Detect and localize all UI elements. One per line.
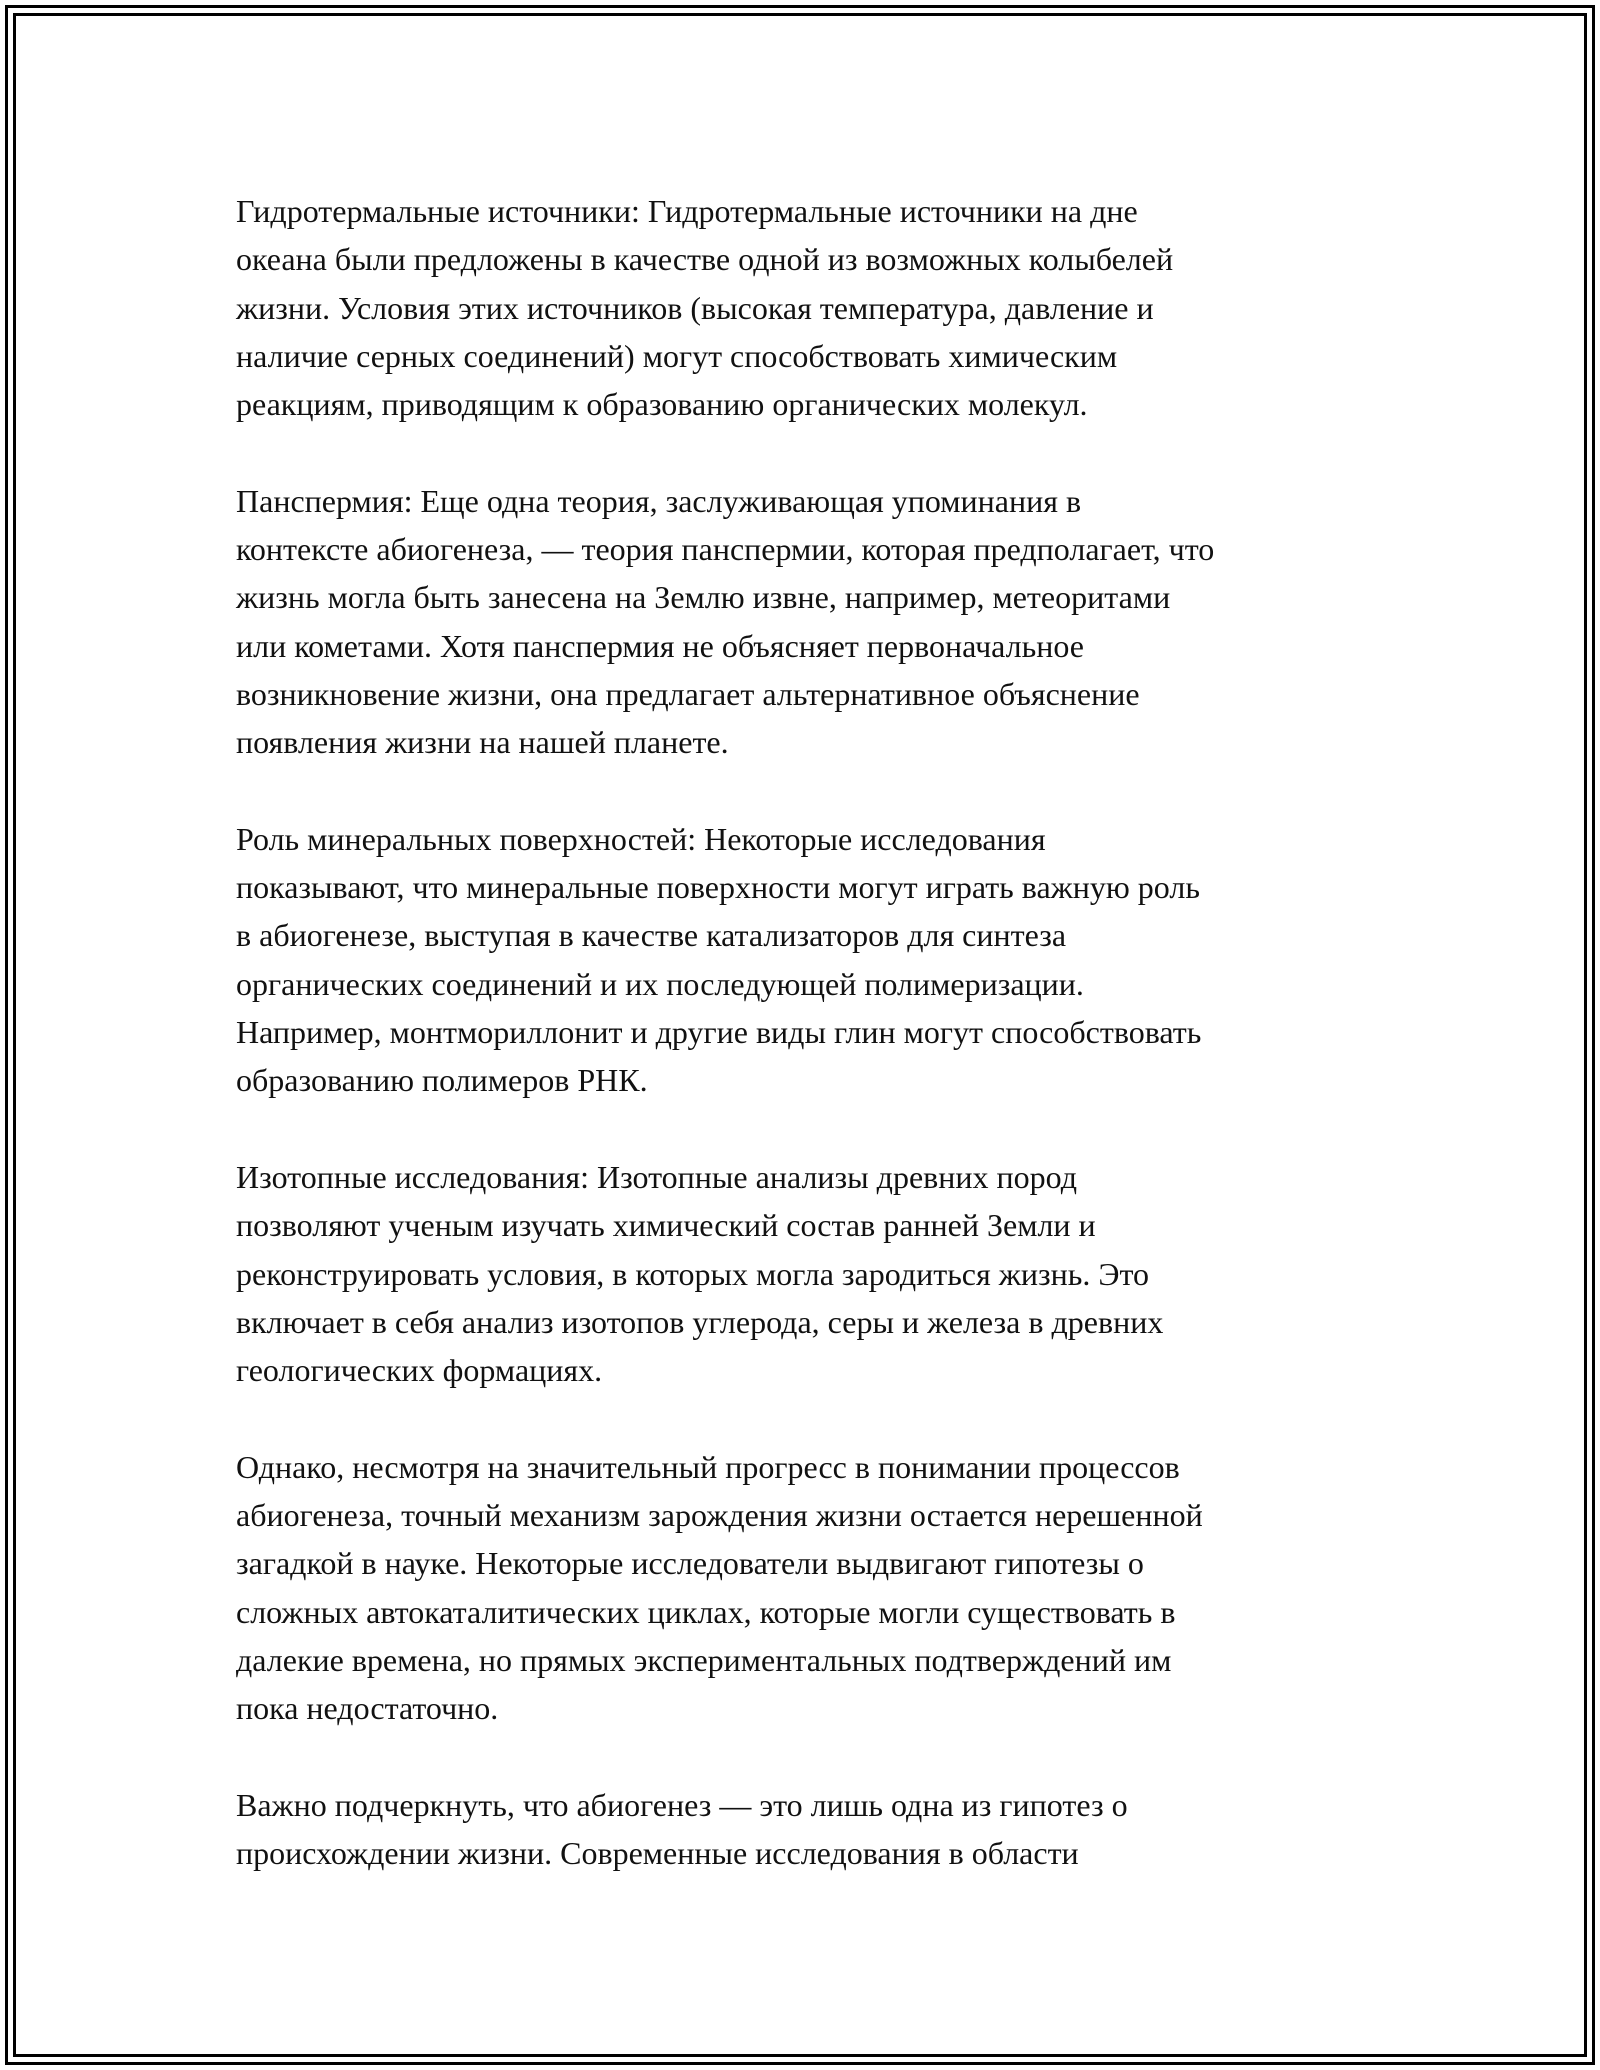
paragraph-hydrothermal-vents: Гидротермальные источники: Гидротермальные источники на дне океана были предложены в качестве одной из возможных колыбелей жизни. Условия этих источников (высокая температура, давление и наличие серных соединений) могут способствовать химическим реакциям, приводящим к образованию органических молекул. [236,193,1174,423]
document-body [236,187,1396,1877]
paragraph-unsolved-mystery: Однако, несмотря на значительный прогресс в понимании процессов абиогенеза, точный механизм зарождения жизни остается нерешенной загадкой в науке. Некоторые исследователи выдвигают гипотезы о сложных автокаталитических циклах, которые могли существовать в далекие времена, но прямых экспериментальных подтверждений им пока недостаточно. [236,1448,1203,1727]
paragraph-mineral-surfaces: Роль минеральных поверхностей: Некоторые исследования показывают, что минеральные поверхности могут играть важную роль в абиогенезе, выступая в качестве катализаторов для синтеза органических соединений и их последующей полимеризации. Например, монтмориллонит и другие виды глин могут способствовать образованию полимеров РНК. [236,820,1202,1099]
paragraph-panspermia: Панспермия: Еще одна теория, заслуживающая упоминания в контексте абиогенеза, — теория панспермии, которая предполагает, что жизнь могла быть занесена на Землю извне, например, метеоритами или кометами. Хотя панспермия не объясняет первоначальное возникновение жизни, она предлагает альтернативное объяснение появления жизни на нашей планете. [236,482,1215,761]
paragraph-abiogenesis-hypothesis: Важно подчеркнуть, что абиогенез — это лишь одна из гипотез о происхождении жизни. Современные исследования в области [236,1786,1128,1872]
paragraph-isotope-studies: Изотопные исследования: Изотопные анализы древних пород позволяют ученым изучать химический состав ранней Земли и реконструировать условия, в которых могла зародиться жизнь. Это включает в себя анализ изотопов углерода, серы и железа в древних геологических формациях. [236,1158,1164,1389]
